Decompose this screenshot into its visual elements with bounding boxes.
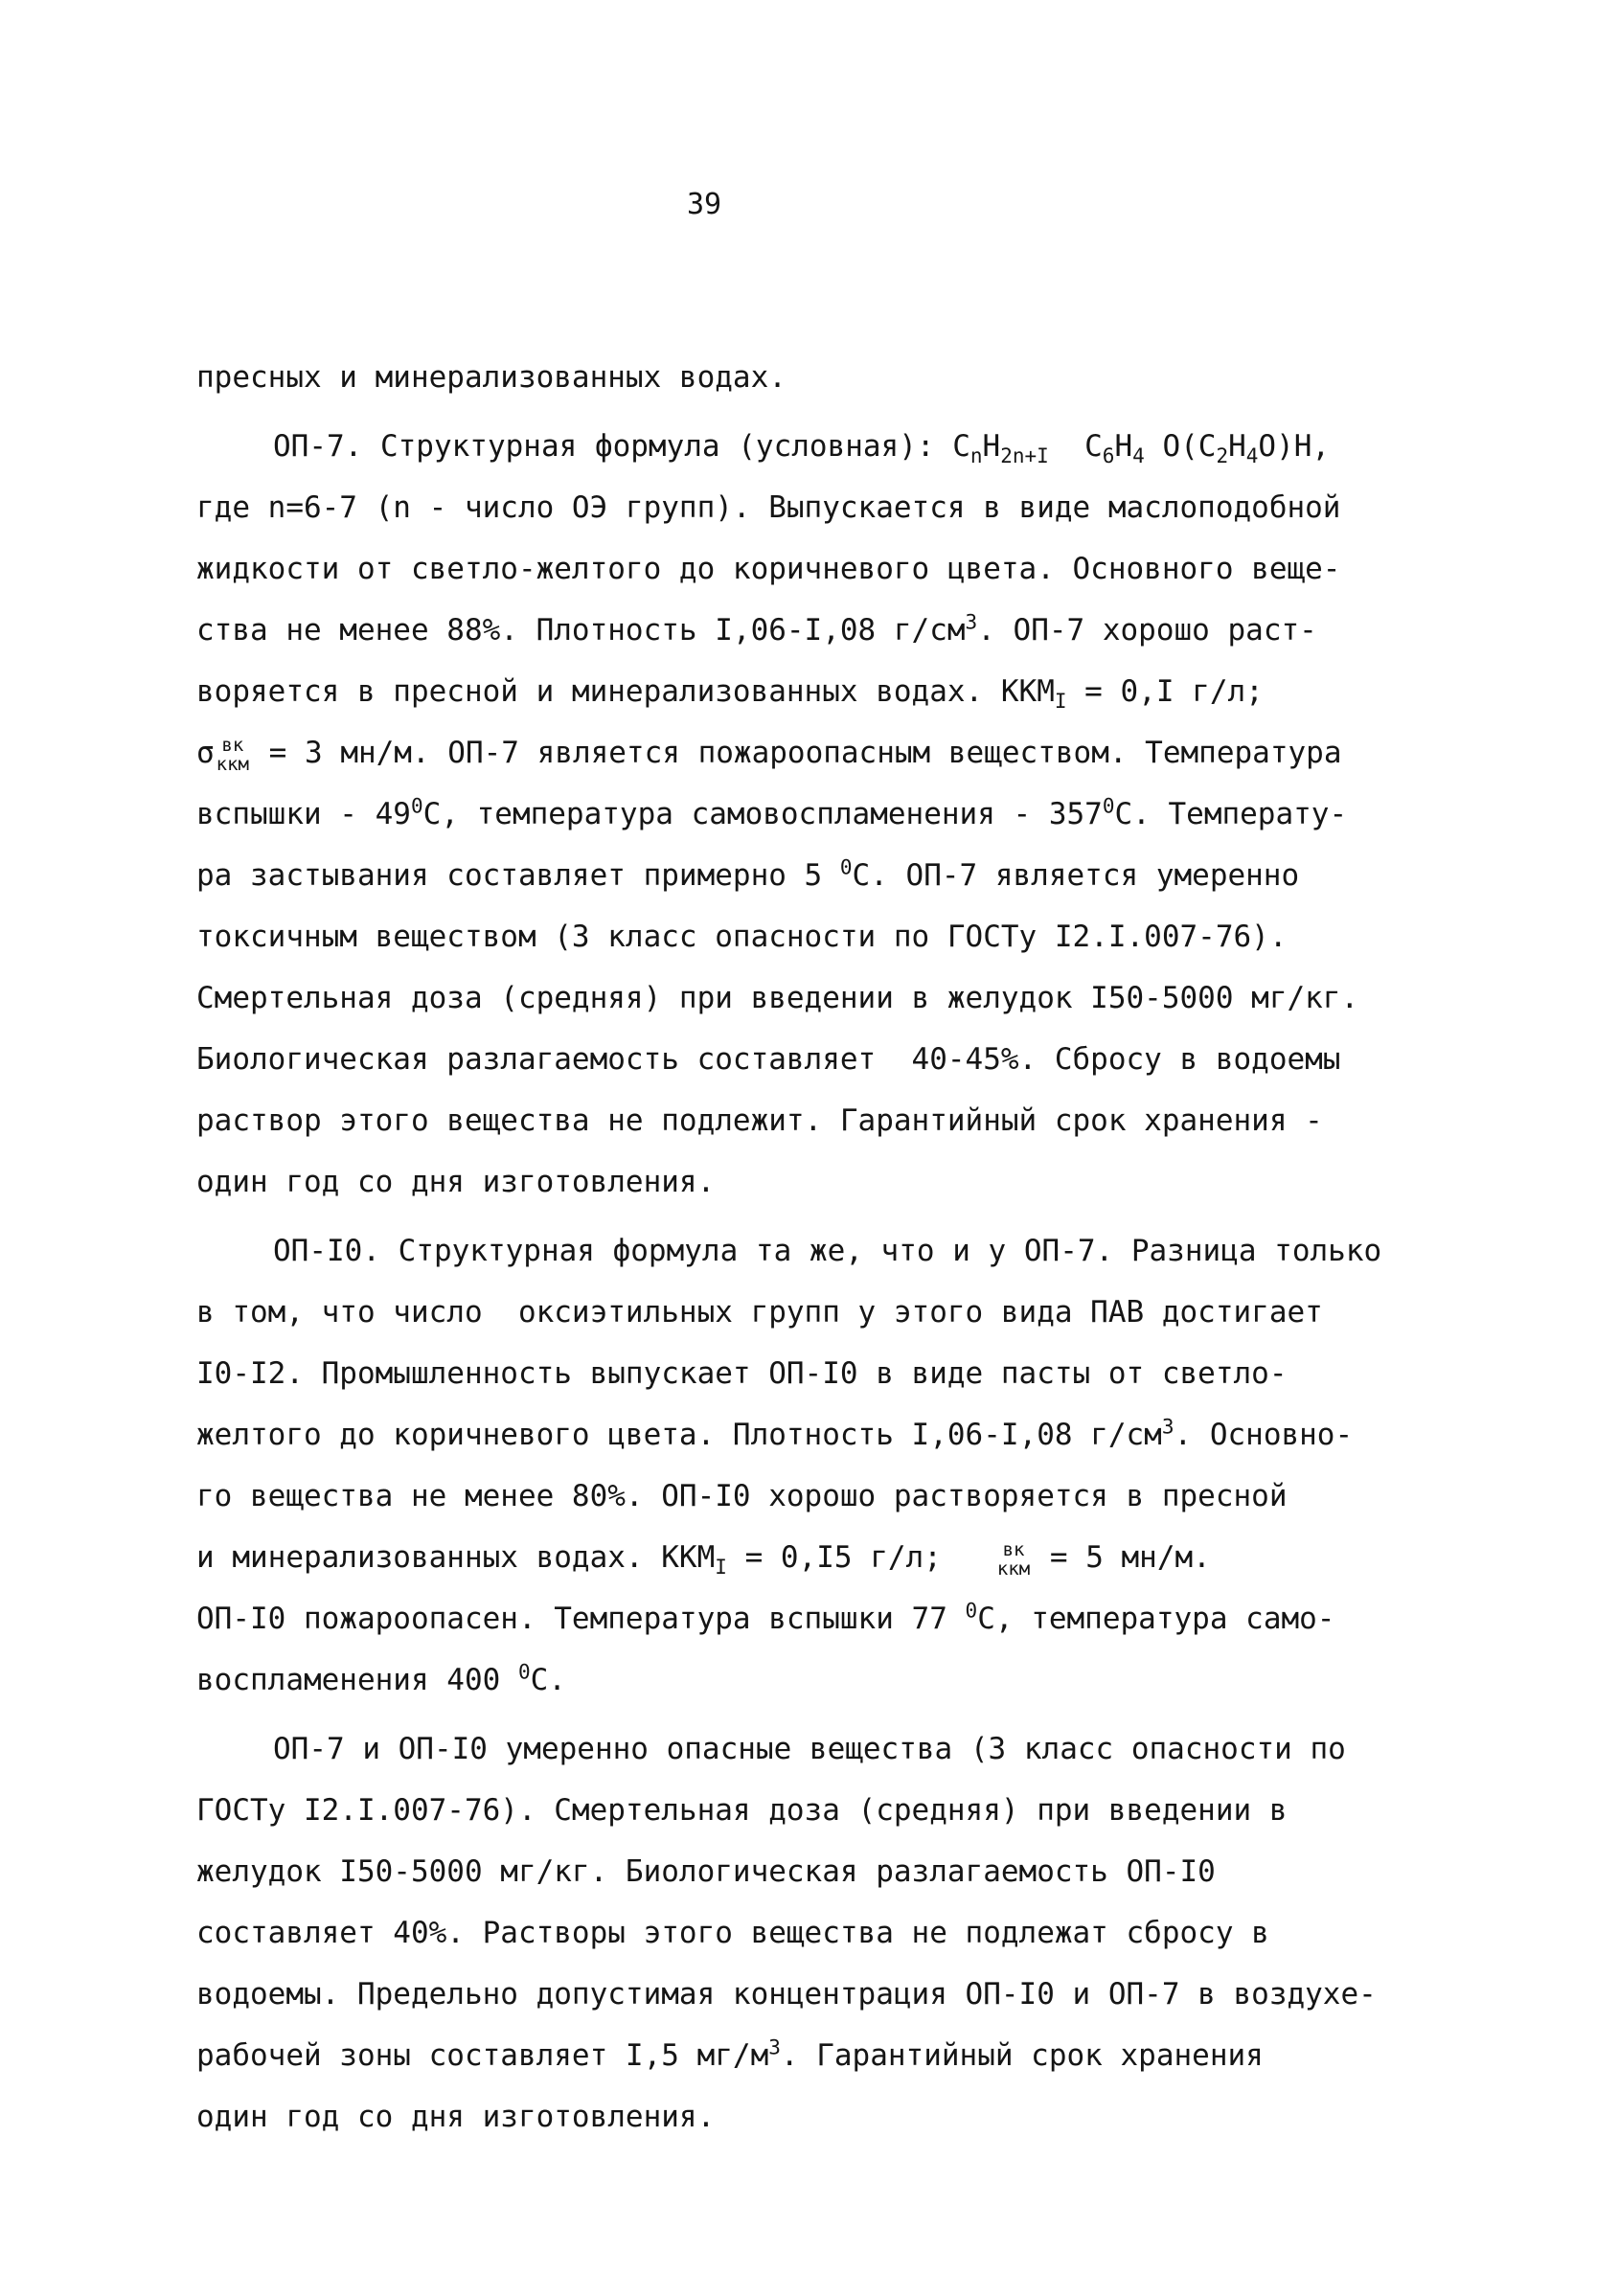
fraction: [997, 1540, 1030, 1579]
fraction: [217, 736, 249, 774]
text-span: = 5 мн/м.: [1032, 1540, 1211, 1575]
text-span: воспламенения 400: [196, 1663, 518, 1697]
text-span: желтого до коричневого цвета. Плотность I,06-I,08 г/см: [196, 1418, 1162, 1452]
paragraph-op10: [196, 1220, 1480, 1711]
subscript: 6: [1102, 444, 1115, 468]
fraction-top: вк: [1002, 1538, 1025, 1560]
text-span: С.: [530, 1663, 566, 1697]
text-line: [196, 600, 1480, 661]
paragraph-summary: [196, 1718, 1480, 2148]
text-span: ра застывания составляет примерно 5: [196, 858, 840, 893]
paragraph-op7: [196, 416, 1480, 1213]
sigma-symbol: σ: [196, 736, 215, 770]
text-span: . Основно-: [1174, 1418, 1354, 1452]
superscript: 3: [965, 610, 978, 634]
fraction-bottom: ккм: [996, 1557, 1031, 1580]
text-span: С. ОП-7 является умеренно: [852, 858, 1300, 893]
subscript: 2n+I: [1000, 444, 1049, 468]
fraction-bottom: ккм: [216, 753, 249, 775]
text-line: один год со дня изготовления.: [196, 2100, 716, 2134]
text-span: ства не менее 88%. Плотность I,06-I,08 г/см: [196, 613, 966, 648]
text-line: го вещества не менее 80%. ОП-I0 хорошо растворяется в пресной: [196, 1479, 1288, 1513]
formula-part: O)H,: [1258, 429, 1331, 464]
text-span: = 0,I5 г/л;: [726, 1540, 995, 1575]
text-span: . Гарантийный срок хранения: [780, 2038, 1264, 2073]
superscript: 0: [517, 1660, 531, 1684]
formula-part: C: [952, 429, 970, 464]
superscript: 0: [1102, 794, 1115, 818]
formula-part: H: [982, 429, 1001, 464]
text-span: вспышки - 49: [196, 797, 411, 831]
text-span: . ОП-7 хорошо раст-: [977, 613, 1317, 648]
formula-part: O(C: [1144, 429, 1217, 464]
subscript: n: [969, 444, 983, 468]
text-line: [196, 2025, 1480, 2086]
page-number: 39: [686, 188, 722, 221]
text-span: С, температура самовоспламенения - 357: [422, 797, 1103, 831]
paragraph-intro: [196, 347, 1480, 408]
superscript: 0: [410, 794, 423, 818]
body-text: [196, 347, 1480, 2148]
text-line: [196, 1588, 1480, 1649]
text-line: [196, 1527, 1480, 1588]
subscript: 4: [1132, 444, 1145, 468]
text-line: в том, что число оксиэтильных групп у этого вида ПАВ достигает: [196, 1295, 1323, 1330]
text-line: [196, 1649, 1480, 1711]
text-line: один год со дня изготовления.: [196, 1165, 716, 1199]
superscript: 0: [839, 855, 853, 879]
text-line: ОП-I0. Структурная формула та же, что и у ОП-7. Разница только: [273, 1234, 1382, 1268]
text-span: = 0,I г/л;: [1066, 674, 1264, 709]
text-line: [196, 1404, 1480, 1466]
text-line: пресных и минерализованных водах.: [196, 360, 787, 395]
superscript: 0: [965, 1599, 978, 1623]
formula-part: H: [1114, 429, 1133, 464]
subscript: 4: [1245, 444, 1259, 468]
text-line: ГОСТу I2.I.007-76). Смертельная доза (средняя) при введении в: [196, 1793, 1288, 1828]
text-span: рабочей зоны составляет I,5 мг/м: [196, 2038, 769, 2073]
fraction-top: вк: [221, 734, 244, 756]
superscript: 3: [1161, 1415, 1174, 1439]
text-line: составляет 40%. Растворы этого вещества не подлежат сбросу в: [196, 1916, 1269, 1950]
formula-line: [196, 416, 1480, 477]
formula-part: H: [1228, 429, 1246, 464]
text-line: [196, 722, 1480, 784]
text-line: ОП-7 и ОП-I0 умеренно опасные вещества (3 класс опасности по: [273, 1732, 1346, 1766]
subscript: 2: [1216, 444, 1229, 468]
text-line: где n=6-7 (n - число ОЭ групп). Выпускается в виде маслоподобной: [196, 490, 1341, 525]
text-line: желудок I50-5000 мг/кг. Биологическая разлагаемость ОП-I0: [196, 1854, 1216, 1889]
text-line: токсичным веществом (3 класс опасности по ГОСТу I2.I.007-76).: [196, 920, 1288, 954]
superscript: 3: [768, 2035, 781, 2059]
text-span: и минерализованных водах. ККМ: [196, 1540, 716, 1575]
text-line: Смертельная доза (средняя) при введении в желудок I50-5000 мг/кг.: [196, 981, 1359, 1015]
text-line: жидкости от светло-желтого до коричневого цвета. Основного веще-: [196, 552, 1341, 586]
text-line: водоемы. Предельно допустимая концентрация ОП-I0 и ОП-7 в воздухе-: [196, 1977, 1377, 2012]
text-span: ОП-7. Структурная формула (условная):: [273, 429, 953, 464]
text-line: раствор этого вещества не подлежит. Гарантийный срок хранения -: [196, 1103, 1323, 1138]
formula-part: C: [1084, 429, 1103, 464]
text-span: ОП-I0 пожароопасен. Температура вспышки 77: [196, 1602, 966, 1636]
subscript: I: [715, 1556, 727, 1580]
text-span: С, температура само-: [977, 1602, 1335, 1636]
text-line: I0-I2. Промышленность выпускает ОП-I0 в виде пасты от светло-: [196, 1356, 1288, 1391]
text-span: С. Температу-: [1114, 797, 1348, 831]
text-span: = 3 мн/м. ОП-7 является пожароопасным веществом. Температура: [251, 736, 1342, 770]
text-span: воряется в пресной и минерализованных водах. ККМ: [196, 674, 1055, 709]
text-line: [196, 784, 1480, 845]
text-line: [196, 661, 1480, 722]
text-line: [196, 845, 1480, 906]
text-line: Биологическая разлагаемость составляет 40-45%. Сбросу в водоемы: [196, 1042, 1341, 1077]
subscript: I: [1054, 690, 1067, 714]
